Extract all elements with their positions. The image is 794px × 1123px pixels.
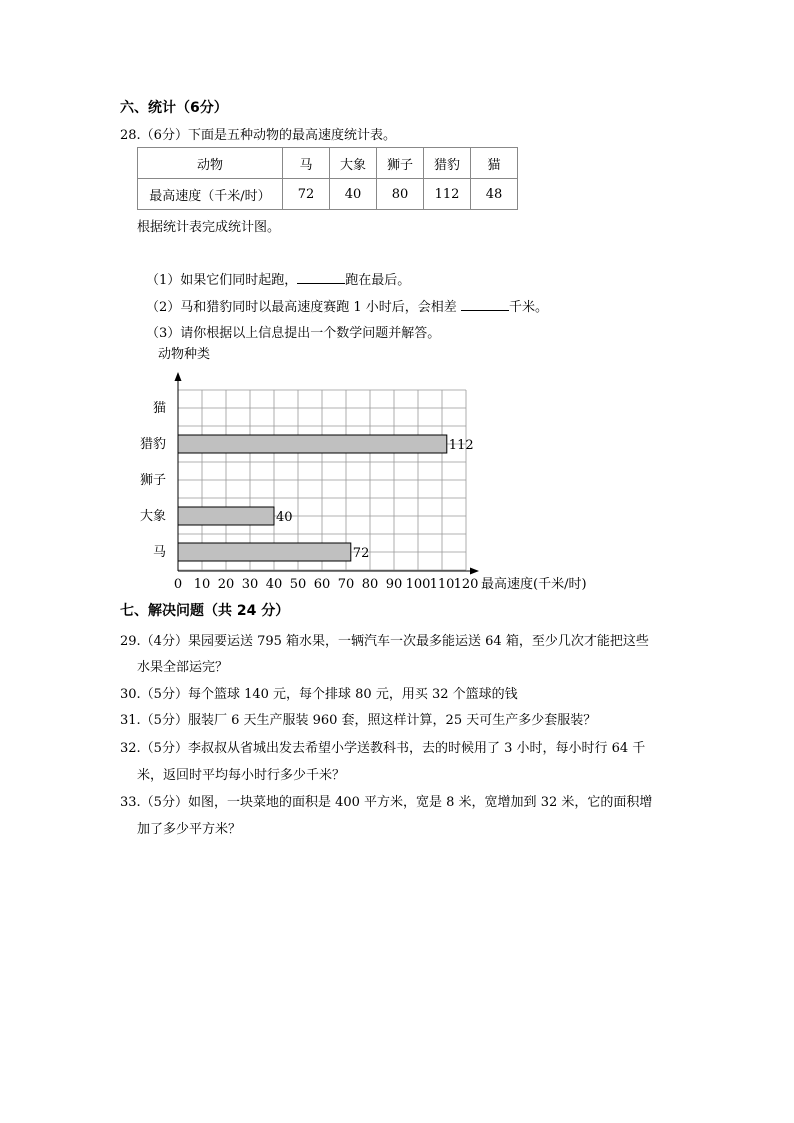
chart-instruction: 根据统计表完成统计图。: [137, 220, 281, 235]
x-tick-label: 90: [385, 577, 403, 592]
table-animal-cell: 大象: [330, 148, 377, 179]
x-tick-label: 100: [405, 577, 431, 592]
table-animal-cell: 马: [283, 148, 330, 179]
table-header-label: 动物: [138, 148, 283, 179]
x-tick-label: 110: [429, 577, 455, 592]
table-animal-cell: 猎豹: [424, 148, 471, 179]
x-tick-label: 10: [193, 577, 211, 592]
category-label: 马: [152, 545, 166, 560]
bar: [178, 507, 274, 525]
q30: 30.（5分）每个篮球 140 元，每个排球 80 元，用买 32 个篮球的钱: [120, 687, 518, 702]
q31: 31.（5分）服装厂 6 天生产服装 960 套，照这样计算，25 天可生产多少套服装？: [120, 713, 597, 728]
answer-blank[interactable]: [461, 298, 509, 311]
bar-value-label: 72: [352, 546, 370, 561]
q29-line1: 29.（4分）果园要运送 795 箱水果，一辆汽车一次最多能运送 64 箱，至少几次才能把这些: [120, 634, 649, 649]
sub2-prefix: （2）马和猎豹同时以最高速度赛跑 1 小时后，会相差: [146, 300, 457, 315]
category-label: 猎豹: [139, 437, 166, 452]
x-tick-label: 30: [241, 577, 259, 592]
chart-category-labels: [140, 401, 166, 560]
table-speed-cell: 112: [424, 179, 471, 210]
answer-blank[interactable]: [297, 271, 345, 284]
sub-question-3: （3）请你根据以上信息提出一个数学问题并解答。: [146, 326, 441, 341]
bar: [178, 543, 351, 561]
sub-question-2: [146, 296, 548, 315]
bar: [178, 435, 447, 453]
table-speed-cell: 80: [377, 179, 424, 210]
table-speed-cell: 48: [471, 179, 518, 210]
category-label: 大象: [139, 509, 166, 524]
table-speed-cell: 72: [283, 179, 330, 210]
q33-line1: 33.（5分）如图，一块菜地的面积是 400 平方米，宽是 8 米，宽增加到 32 米，它的面积增: [120, 795, 653, 810]
x-tick-label: 120: [453, 577, 479, 592]
table-row-label: 最高速度（千米/时）: [138, 179, 283, 210]
category-label: 猫: [152, 401, 166, 416]
sub1-prefix: （1）如果它们同时起跑，: [146, 273, 298, 288]
q33-line2: 加了多少平方米？: [137, 822, 242, 837]
table-speed-cell: 40: [330, 179, 377, 210]
y-axis-label: 动物种类: [158, 347, 211, 362]
speed-bar-chart: [0, 340, 794, 600]
chart-tick-labels: [174, 577, 479, 592]
sub-question-1: [146, 269, 410, 288]
sub1-suffix: 跑在最后。: [345, 273, 411, 288]
section6-heading: 六、统计（6分）: [120, 100, 228, 116]
q32-line2: 米，返回时平均每小时行多少千米？: [137, 768, 346, 783]
table-animal-cell: 猫: [471, 148, 518, 179]
speed-table: [137, 147, 518, 210]
x-tick-label: 70: [337, 577, 355, 592]
x-tick-label: 60: [313, 577, 331, 592]
x-axis-arrow: [470, 568, 479, 575]
x-tick-label: 50: [289, 577, 307, 592]
section7-heading: 七、解决问题（共 24 分）: [120, 603, 290, 619]
q32-line1: 32.（5分）李叔叔从省城出发去希望小学送教科书，去的时候用了 3 小时，每小时行 64 千: [120, 741, 646, 756]
table-animal-cell: 狮子: [377, 148, 424, 179]
x-tick-label: 20: [217, 577, 235, 592]
y-axis-arrow: [175, 372, 182, 381]
category-label: 狮子: [139, 473, 166, 488]
x-tick-label: 0: [173, 577, 183, 592]
q28-stem: 28.（6分）下面是五种动物的最高速度统计表。: [120, 128, 396, 143]
bar-value-label: 112: [448, 438, 474, 453]
table-speed-row: [138, 179, 518, 210]
x-axis-label: 最高速度(千米/时): [481, 577, 587, 592]
x-tick-label: 40: [265, 577, 283, 592]
bar-value-label: 40: [276, 510, 293, 525]
x-tick-label: 80: [361, 577, 379, 592]
table-header-row: [138, 148, 518, 179]
sub2-suffix: 千米。: [508, 300, 548, 315]
q29-line2: 水果全部运完？: [137, 660, 229, 675]
